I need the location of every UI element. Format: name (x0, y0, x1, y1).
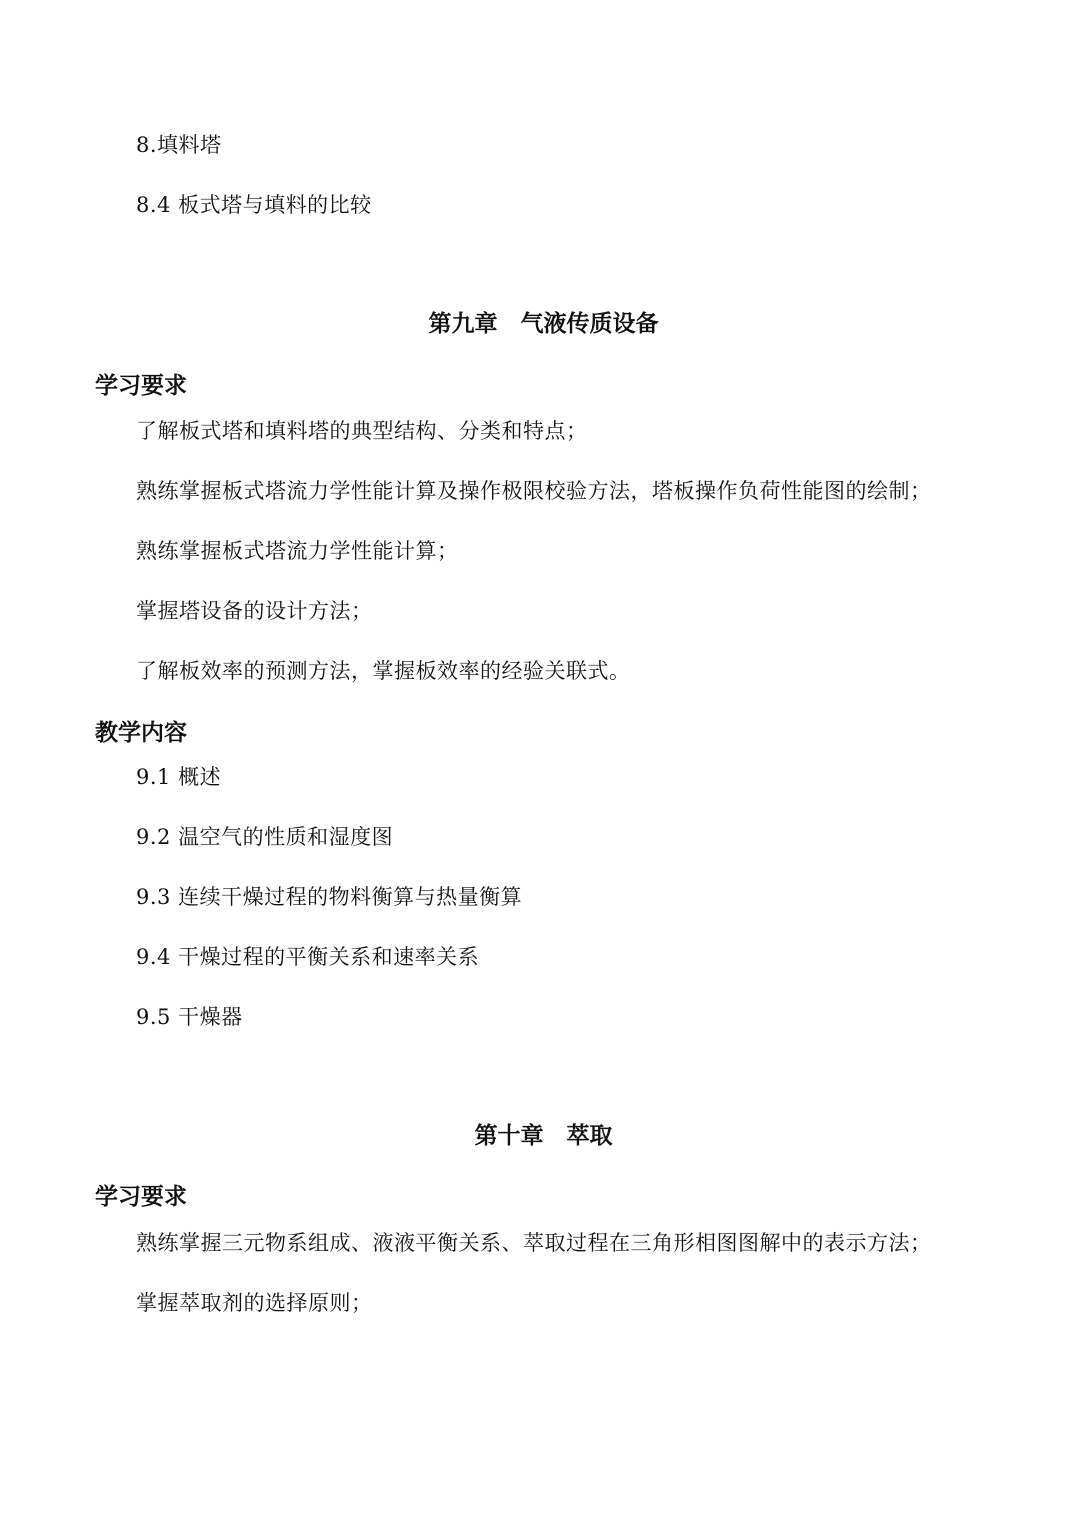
ch9-requirement: 了解板效率的预测方法，掌握板效率的经验关联式。 (136, 659, 631, 683)
ch9-content-heading: 教学内容 (95, 720, 187, 746)
section-item-8-4: 8.4 板式塔与填料的比较 (136, 193, 372, 217)
ch9-requirement: 掌握塔设备的设计方法； (136, 599, 373, 623)
chapter-9-title: 第九章 气液传质设备 (428, 311, 659, 337)
ch9-content-item: 9.4 干燥过程的平衡关系和速率关系 (136, 945, 480, 969)
ch10-requirement: 掌握萃取剂的选择原则； (136, 1291, 373, 1315)
ch9-requirement: 熟练掌握板式塔流力学性能计算及操作极限校验方法，塔板操作负荷性能图的绘制； (136, 479, 932, 503)
ch10-requirement: 熟练掌握三元物系组成、液液平衡关系、萃取过程在三角形相图图解中的表示方法； (136, 1231, 932, 1255)
ch10-requirements-heading: 学习要求 (95, 1184, 187, 1210)
ch9-requirements-heading: 学习要求 (95, 373, 187, 399)
section-item-8: 8.填料塔 (136, 133, 222, 157)
ch9-requirement: 熟练掌握板式塔流力学性能计算； (136, 539, 459, 563)
chapter-10-title: 第十章 萃取 (474, 1123, 613, 1149)
ch9-content-item: 9.5 干燥器 (136, 1005, 243, 1029)
ch9-requirement: 了解板式塔和填料塔的典型结构、分类和特点； (136, 419, 588, 443)
ch9-content-item: 9.3 连续干燥过程的物料衡算与热量衡算 (136, 885, 523, 909)
ch9-content-item: 9.1 概述 (136, 765, 222, 789)
ch9-content-item: 9.2 温空气的性质和湿度图 (136, 825, 394, 849)
